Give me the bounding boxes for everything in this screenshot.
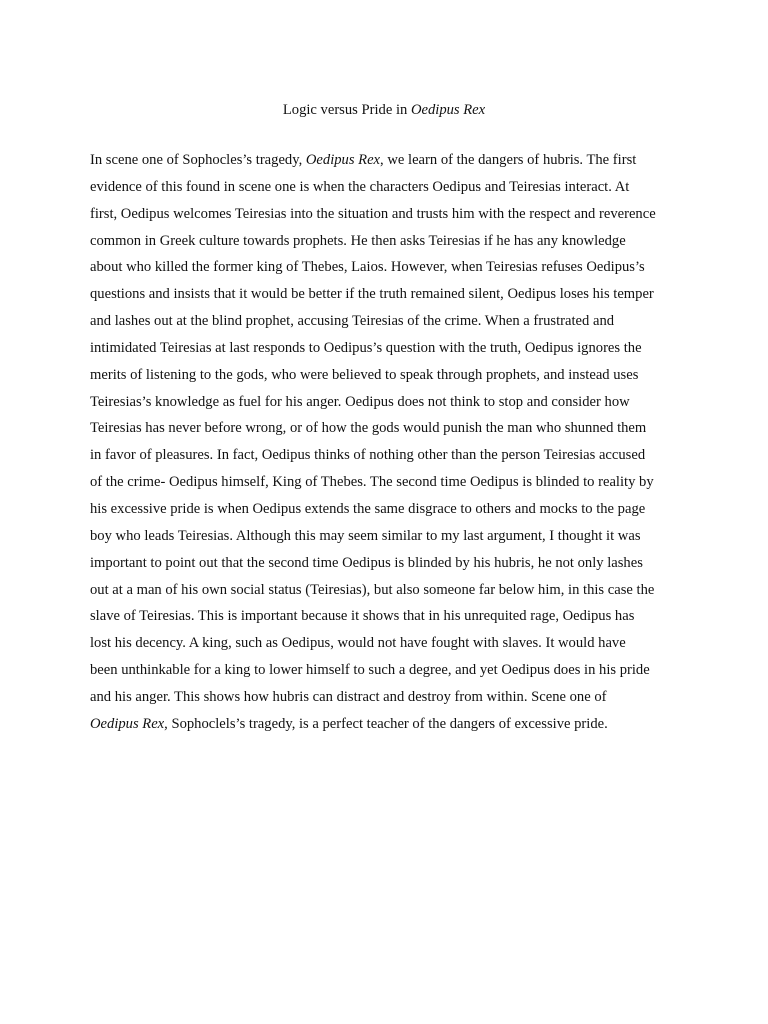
- line-text: out at a man of his own social status (Teiresias), but also someone far below him, in this case the: [90, 581, 655, 598]
- line-text: Teiresias has never before wrong, or of how the gods would punish the man who shunned them: [90, 420, 647, 437]
- paragraph-line: [90, 201, 678, 228]
- line-text: common in Greek culture towards prophets. He then asks Teiresias if he has any knowledge: [90, 232, 626, 249]
- paragraph-line: [90, 228, 678, 255]
- paragraph-line: [90, 577, 678, 604]
- paragraph-line: [90, 308, 678, 335]
- line-text: , we learn of the dangers of hubris. The first: [380, 152, 637, 168]
- paragraph-line: [90, 523, 678, 550]
- paragraph-line: [90, 550, 678, 577]
- paragraph-line: [90, 174, 678, 201]
- paragraph-line: [90, 603, 678, 630]
- line-text: his excessive pride is when Oedipus extends the same disgrace to others and mocks to the page: [90, 500, 646, 517]
- paragraph-line: [90, 684, 678, 711]
- line-text: and his anger. This shows how hubris can distract and destroy from within. Scene one of: [90, 688, 607, 705]
- title-italic-text: Oedipus Rex: [410, 102, 486, 118]
- line-text: boy who leads Teiresias. Although this may seem similar to my last argument, I thought it was: [90, 527, 641, 544]
- paragraph-line: [90, 362, 678, 389]
- body-paragraph: [90, 147, 678, 738]
- line-italic-text: Oedipus Rex: [305, 152, 381, 168]
- line-italic-text: Oedipus Rex: [90, 715, 165, 732]
- title-text: Logic versus Pride in: [282, 102, 411, 118]
- paragraph-line: [90, 657, 678, 684]
- line-text: in favor of pleasures. In fact, Oedipus thinks of nothing other than the person Teiresias accused: [90, 447, 646, 464]
- paragraph-line: [90, 711, 678, 738]
- paragraph-line: [90, 415, 678, 442]
- paragraph-line: [90, 389, 678, 416]
- paragraph-line: [90, 630, 678, 657]
- paragraph-line: [90, 469, 678, 496]
- line-text: about who killed the former king of Thebes, Laios. However, when Teiresias refuses Oedipus’s: [90, 259, 645, 276]
- paragraph-line: [90, 147, 678, 174]
- paragraph-line: [90, 442, 678, 469]
- line-text: of the crime- Oedipus himself, King of Thebes. The second time Oedipus is blinded to reality by: [90, 474, 654, 491]
- paragraph-line: [90, 496, 678, 523]
- line-text: and lashes out at the blind prophet, accusing Teiresias of the crime. When a frustrated and: [90, 313, 615, 330]
- paragraph-line: [90, 281, 678, 308]
- line-text: questions and insists that it would be better if the truth remained silent, Oedipus loses his temper: [90, 286, 654, 303]
- line-text: first, Oedipus welcomes Teiresias into the situation and trusts him with the respect and reverence: [90, 205, 656, 222]
- paragraph-line: [90, 335, 678, 362]
- line-text: slave of Teiresias. This is important because it shows that in his unrequited rage, Oedipus has: [90, 608, 635, 625]
- line-text: intimidated Teiresias at last responds to Oedipus’s question with the truth, Oedipus ignores the: [90, 339, 642, 356]
- line-text: Teiresias’s knowledge as fuel for his anger. Oedipus does not think to stop and consider how: [90, 393, 630, 410]
- line-text: merits of listening to the gods, who were believed to speak through prophets, and instead uses: [90, 366, 639, 383]
- paragraph-line: [90, 254, 678, 281]
- line-text: evidence of this found in scene one is when the characters Oedipus and Teiresias interact. At: [90, 178, 630, 195]
- line-text: , Sophoclels’s tragedy, is a perfect teacher of the dangers of excessive pride.: [164, 715, 608, 732]
- line-text: lost his decency. A king, such as Oedipus, would not have fought with slaves. It would have: [90, 635, 626, 652]
- document-title: [0, 100, 768, 120]
- line-text: important to point out that the second time Oedipus is blinded by his hubris, he not only lashes: [90, 554, 643, 571]
- line-text: been unthinkable for a king to lower himself to such a degree, and yet Oedipus does in his pride: [90, 662, 650, 679]
- line-text: In scene one of Sophocles’s tragedy,: [90, 152, 306, 168]
